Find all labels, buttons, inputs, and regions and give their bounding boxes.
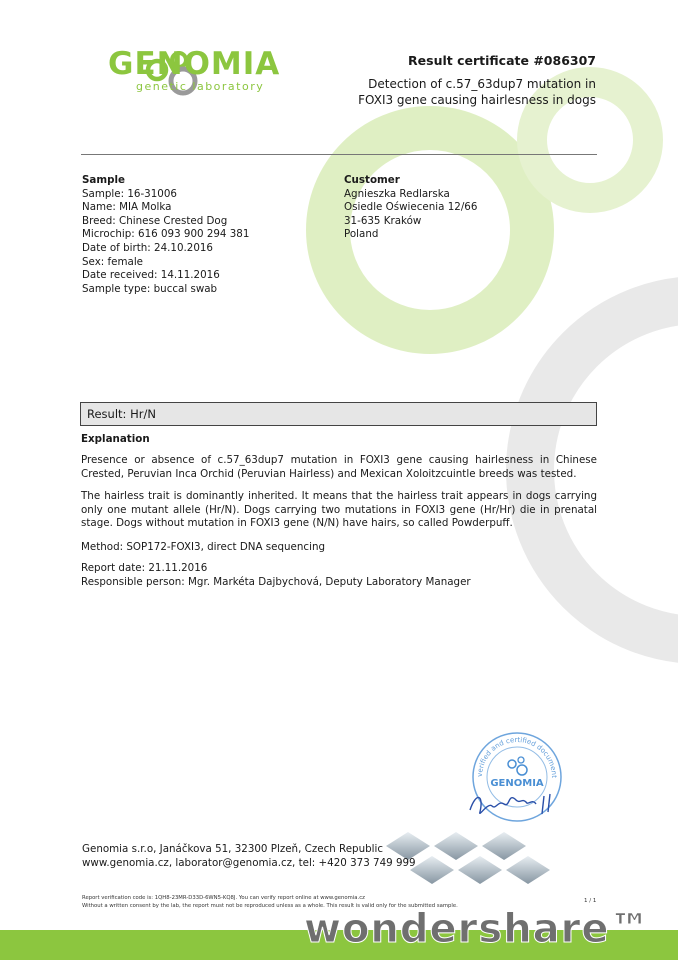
customer-line: Poland [344,228,379,241]
customer-info [344,174,544,242]
method-text: Method: SOP172-FOXI3, direct DNA sequencing [81,541,326,553]
sample-line: Sample: 16-31006 [82,187,177,200]
sample-line: Date of birth: 24.10.2016 [82,241,213,254]
sample-line: Sex: female [82,255,144,268]
sample-heading: Sample [82,174,125,186]
logo-tagline: genetic laboratory [136,80,265,93]
customer-line: Osiedle Oświecenia 12/66 [344,201,478,214]
certificate-subtitle: Detection of c.57_63dup7 mutation in FOXI3 gene causing hairlesness in dogs [358,77,596,107]
page-number: 1 / 1 [584,898,597,904]
sample-line: Name: MIA Molka [82,201,172,214]
certification-stamp-icon [462,722,572,832]
customer-line: 31-635 Kraków [344,214,422,227]
sample-line: Breed: Chinese Crested Dog [82,214,228,227]
certificate-title: Result certificate #086307 [408,53,596,68]
customer-line: Agnieszka Redlarska [344,187,450,200]
responsible-person: Responsible person: Mgr. Markéta Dajbychová, Deputy Laboratory Manager [81,576,471,588]
stamp-name: GENOMIA [490,778,544,789]
header-divider [81,154,597,155]
explanation-paragraph-2: The hairless trait is dominantly inherited. It means that the hairless trait appears in dogs carrying only one mutant allele (Hr/N). Dogs carrying two mutations in FOXI3 gene (Hr/Hr) die in prenatal stage. Dogs without mutation in FOXI3 gene (N/N) have hairs, so called Powderpuff. [81,490,597,530]
result-box: Result: Hr/N [80,402,597,426]
wondershare-watermark: wondershare™ [304,906,651,952]
sample-line: Microchip: 616 093 900 294 381 [82,228,250,241]
verification-code: Report verification code is: 1QH8-23MR-D33D-6WN5-KQ8J. You can verify report online at www.genomia.cz [82,895,365,901]
sample-line: Date received: 14.11.2016 [82,269,220,282]
reproduction-note: Without a written consent by the lab, the report must not be reproduced unless as a whole. This result is valid only for the submitted sample. [82,902,458,909]
company-address: Genomia s.r.o, Janáčkova 51, 32300 Plzeň, Czech Republic [82,843,384,855]
sample-line: Sample type: buccal swab [82,282,218,295]
company-contacts: www.genomia.cz, laborator@genomia.cz, tel: +420 373 749 999 [82,857,416,869]
logo-title: GENOMIA [108,46,281,82]
stamp-ring-text: verified and certified document [475,735,559,778]
footer-address [82,842,416,870]
customer-heading: Customer [344,174,400,186]
explanation-heading: Explanation [81,433,150,445]
report-date: Report date: 21.11.2016 [81,562,208,574]
watermark-diamonds-icon [386,826,600,890]
explanation-paragraph-1: Presence or absence of c.57_63dup7 mutation in FOXI3 gene causing hairlesness in Chinese Crested, Peruvian Inca Orchid (Peruvian Hairless) and Mexican Xoloitzcuintle breeds was tested. [81,454,597,480]
sample-info [82,174,332,296]
